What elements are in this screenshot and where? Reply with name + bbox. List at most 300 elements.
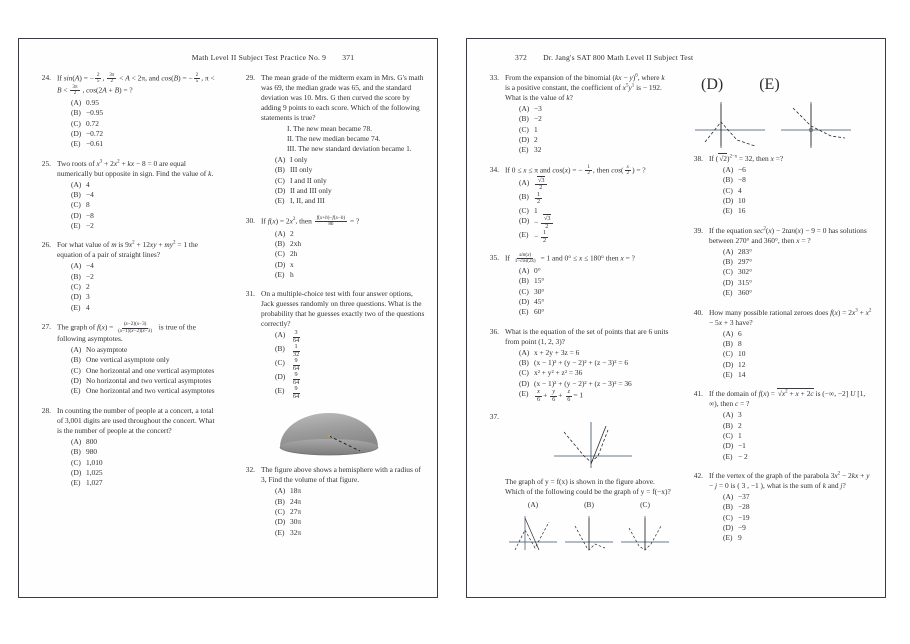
- choice-d[interactable]: [723, 196, 873, 206]
- choice-e[interactable]: [71, 303, 221, 313]
- choice-b[interactable]: [519, 358, 669, 368]
- choice-d[interactable]: [723, 278, 873, 288]
- choice-letter: (B): [275, 238, 285, 248]
- choice-d[interactable]: [519, 297, 669, 307]
- choice-value: −6: [738, 164, 746, 174]
- choice-value: 45°: [534, 297, 545, 306]
- choice-b[interactable]: [519, 276, 669, 286]
- choice-c[interactable]: [723, 267, 873, 277]
- question-number: 31.: [245, 289, 255, 299]
- choice-c[interactable]: [723, 349, 873, 359]
- choice-value: −0.72: [86, 128, 104, 138]
- question-stem: If the vertex of the graph of the parabola $3x^2 - 2kx + y - j = 0$ is ( 3 , −1 ), what is the sum of k and j?: [709, 471, 870, 491]
- question-24: [29, 73, 221, 150]
- choice-letter: (A): [519, 347, 530, 357]
- choice-letter: (A): [71, 261, 82, 271]
- choice-value: 8: [738, 338, 742, 348]
- question-number: 26.: [41, 240, 51, 250]
- question-number: 24.: [41, 73, 51, 82]
- choice-letter: (E): [519, 389, 529, 399]
- choice-e[interactable]: [519, 145, 669, 155]
- choice-c[interactable]: [723, 513, 873, 523]
- choice-e[interactable]: [71, 139, 221, 149]
- choice-value: 283°: [738, 246, 753, 256]
- choice-value: −0.61: [86, 139, 104, 149]
- choice-letter: (C): [71, 457, 81, 467]
- choice-d[interactable]: [275, 186, 425, 196]
- choice-value: 60°: [534, 307, 545, 317]
- choice-value: 6: [738, 328, 742, 338]
- choice-list: [723, 165, 873, 217]
- choice-letter: (B): [71, 355, 81, 365]
- choice-e[interactable]: [275, 386, 425, 400]
- choice-letter: (B): [71, 447, 81, 457]
- question-30: [233, 216, 425, 281]
- choice-letter: (E): [275, 270, 285, 280]
- choice-letter: (D): [71, 467, 82, 477]
- fraction-numerator: 3: [294, 329, 298, 337]
- choice-letter: (D): [275, 517, 286, 527]
- graph-label-d: (D): [701, 76, 724, 93]
- choice-list: [71, 180, 221, 232]
- choice-letter: (E): [275, 196, 285, 206]
- choice-e[interactable]: [519, 307, 669, 317]
- choice-c[interactable]: [71, 119, 221, 129]
- choice-value: 2: [534, 135, 538, 145]
- choice-d[interactable]: [723, 360, 873, 370]
- choice-letter: (C): [519, 205, 529, 215]
- choice-value: −8: [738, 175, 746, 185]
- question-number: 41.: [693, 389, 703, 399]
- choice-letter: (C): [275, 358, 285, 368]
- choice-a[interactable]: [519, 266, 669, 276]
- graph-option-d[interactable]: [691, 96, 769, 154]
- choice-c[interactable]: [275, 176, 425, 186]
- choice-a[interactable]: [723, 247, 873, 257]
- choice-a[interactable]: [519, 348, 669, 358]
- question-40: [681, 308, 873, 381]
- left-page-header: [29, 53, 427, 67]
- choice-value: 15°: [534, 276, 545, 286]
- choice-letter: (D): [275, 185, 286, 195]
- choice-letter: (E): [519, 230, 529, 240]
- question-number: 40.: [693, 307, 703, 317]
- choice-letter: (E): [71, 386, 81, 396]
- choice-value: 2: [290, 228, 294, 238]
- choice-list: [71, 345, 221, 397]
- choice-letter: (C): [723, 267, 733, 277]
- choice-value: (x − 1)² + (y − 2)² + (z − 3)² = 36: [534, 378, 632, 388]
- choice-b[interactable]: [275, 344, 425, 358]
- choice-value: −2: [534, 114, 542, 124]
- choice-e[interactable]: [723, 206, 873, 216]
- left-page-number: 371: [342, 53, 355, 62]
- choice-value: x² + y² + z² = 36: [534, 368, 583, 378]
- choice-value: II and III only: [290, 185, 332, 195]
- choice-letter: (D): [519, 135, 530, 145]
- question-number: 38.: [693, 154, 703, 163]
- choice-value: x: [290, 259, 294, 269]
- choice-a[interactable]: [71, 261, 221, 271]
- choice-e[interactable]: [275, 528, 425, 538]
- question-stem: If sin(A) = − $\frac{2}{5}$ , $\frac{3\pi}{2}$ < A < 2π, and cos(B) = − $\frac{2}{5}$ , π < B < $\frac{3\pi}{2}$ , cos(2A + B) = ?: [57, 72, 215, 97]
- choice-letter: (A): [519, 103, 530, 113]
- choice-letter: (B): [723, 257, 733, 267]
- graph-row-de: [681, 96, 873, 154]
- choice-a[interactable]: [71, 180, 221, 190]
- roman-item-2: II. The new median became 74.: [287, 133, 381, 143]
- choice-c[interactable]: [519, 287, 669, 297]
- question-stem: How many possible rational zeroes does $f(x) = 2x^3 + x^2 - 5x + 3$ have?: [709, 307, 872, 327]
- fraction-denominator: 64: [293, 336, 300, 344]
- choice-value: 2h: [290, 249, 298, 259]
- fraction-denominator: 64: [293, 392, 300, 400]
- choice-letter: (B): [519, 191, 529, 201]
- choice-value: 32π: [290, 527, 302, 537]
- graph-label-b: (B): [584, 500, 594, 510]
- choice-c[interactable]: [723, 186, 873, 196]
- choice-letter: (B): [71, 271, 81, 281]
- choice-b[interactable]: [275, 239, 425, 249]
- choice-b[interactable]: [71, 108, 221, 118]
- choice-b[interactable]: [723, 175, 873, 185]
- choice-letter: (B): [519, 114, 529, 124]
- graph-option-e[interactable]: [777, 96, 855, 154]
- choice-c[interactable]: [71, 282, 221, 292]
- choice-value: 30π: [290, 517, 302, 527]
- choice-letter: (E): [275, 386, 285, 396]
- choice-value: −4: [86, 189, 94, 199]
- choice-a[interactable]: (A) $\frac{√3}{2}$: [519, 176, 545, 192]
- choice-d[interactable]: [71, 211, 221, 221]
- choice-list: [723, 329, 873, 381]
- choice-letter: (B): [723, 338, 733, 348]
- question-38: [681, 154, 873, 217]
- choice-b[interactable]: [723, 257, 873, 267]
- choice-value: 18π: [290, 486, 302, 496]
- choice-a[interactable]: [71, 98, 221, 108]
- question-number: 36.: [489, 326, 499, 336]
- question-29: [233, 73, 425, 207]
- choice-b[interactable]: (B) $\frac{1}{2}$: [519, 190, 541, 206]
- choice-a[interactable]: [275, 330, 425, 344]
- choice-letter: (A): [723, 164, 734, 174]
- choice-letter: (B): [275, 165, 285, 175]
- choice-letter: (C): [275, 175, 285, 185]
- choice-value: 4: [86, 302, 90, 312]
- choice-a[interactable]: [71, 345, 221, 355]
- question-number: 27.: [41, 322, 51, 332]
- choice-b[interactable]: [71, 272, 221, 282]
- choice-letter: (A): [71, 345, 82, 355]
- question-stem: If $f(x) = 2x^2$, then $\frac{f(x+h)-f(x-h)}{8h}$ = ?: [261, 214, 360, 228]
- question-number: 33.: [489, 73, 499, 82]
- choice-c[interactable]: [275, 358, 425, 372]
- choice-value: −37: [738, 492, 750, 502]
- question-36: [477, 327, 669, 403]
- choice-value: −2: [86, 271, 94, 281]
- choice-value: 302°: [738, 267, 753, 277]
- choice-e[interactable]: [275, 196, 425, 206]
- choice-d[interactable]: [723, 523, 873, 533]
- question-stem: In counting the number of people at a concert, a total of 3,001 digits are used throughout the concert. What is the number of people at the concert?: [57, 405, 215, 435]
- choice-value: 4: [738, 185, 742, 195]
- choice-letter: (C): [519, 286, 529, 296]
- choice-d[interactable]: [71, 129, 221, 139]
- choice-value: −9: [738, 523, 746, 533]
- hemisphere-figure: [233, 409, 425, 462]
- graph-option-c[interactable]: [617, 512, 673, 554]
- choice-value: −4: [86, 261, 94, 271]
- choice-value: 0.95: [86, 97, 99, 107]
- choice-letter: (E): [71, 478, 81, 488]
- graph-option-a[interactable]: [505, 512, 561, 554]
- choice-letter: (D): [275, 259, 286, 269]
- choice-letter: (E): [275, 527, 285, 537]
- choice-value: −2: [86, 221, 94, 231]
- choice-letter: (E): [723, 288, 733, 298]
- choice-letter: (D): [519, 216, 530, 226]
- question-number: 35.: [489, 253, 499, 263]
- graph-option-labels-de: [681, 76, 873, 94]
- choice-d[interactable]: [519, 135, 669, 145]
- right-page-number: 372: [515, 53, 527, 62]
- question-33: [477, 73, 669, 156]
- choice-value: 1,027: [86, 478, 103, 488]
- graph-label-a: (A): [527, 500, 539, 510]
- question-stem: On a multiple-choice test with four answer options, Jack guesses randomly on three questions. What is the probability that he guesses exactly two of the questions correctly?: [261, 289, 425, 329]
- graph-option-b[interactable]: [561, 512, 617, 554]
- choice-value: I, II, and III: [290, 196, 325, 206]
- choice-list: [71, 261, 221, 313]
- choice-c[interactable]: [723, 431, 873, 441]
- choice-value: III only: [290, 165, 313, 175]
- choice-list: [71, 98, 221, 150]
- choice-c[interactable]: [71, 458, 221, 468]
- choice-letter: (B): [71, 108, 81, 118]
- choice-d[interactable]: [71, 468, 221, 478]
- choice-value: −28: [738, 502, 750, 512]
- choice-list: [519, 348, 669, 403]
- choice-d[interactable]: [275, 260, 425, 270]
- choice-c[interactable]: [519, 368, 669, 378]
- choice-c[interactable]: [71, 366, 221, 376]
- choice-value: 315°: [738, 277, 753, 287]
- choice-b[interactable]: [71, 447, 221, 457]
- choice-list: [275, 155, 425, 207]
- question-42: [681, 471, 873, 544]
- choice-letter: (E): [71, 221, 81, 231]
- choice-value: 800: [86, 436, 98, 446]
- choice-value: 3: [86, 292, 90, 302]
- choice-value: 27π: [290, 507, 302, 516]
- choice-value: −0.95: [86, 108, 104, 118]
- choice-value: (x − 1)² + (y − 2)² + (z − 3)² = 6: [534, 358, 629, 368]
- choice-a[interactable]: [275, 155, 425, 165]
- choice-a[interactable]: [275, 486, 425, 496]
- choice-letter: (B): [723, 420, 733, 430]
- question-stem: If the equation $\sec^2(x) - 2\tan(x) - 9 = 0$ has solutions between 270° and 360°, then x = ?: [709, 225, 867, 245]
- choice-value: x + 2y + 3z = 6: [534, 347, 580, 357]
- choice-e[interactable]: [723, 288, 873, 298]
- question-32: [233, 465, 425, 538]
- choice-d[interactable]: [71, 376, 221, 386]
- choice-value: −3: [534, 103, 542, 113]
- choice-b[interactable]: [275, 497, 425, 507]
- choice-value: One vertical asymptote only: [86, 355, 170, 365]
- choice-letter: (A): [275, 154, 286, 164]
- question-41: [681, 389, 873, 462]
- choice-letter: (D): [723, 441, 734, 451]
- choice-letter: (E): [71, 139, 81, 149]
- choice-value: 980: [86, 447, 98, 457]
- question-25: [29, 159, 221, 232]
- choice-e[interactable]: [275, 270, 425, 280]
- choice-d[interactable]: (D) − $\frac{√3}{2}$: [519, 215, 551, 230]
- right-page-header: [477, 53, 875, 67]
- roman-item-3: III. The new standard deviation became 1.: [287, 143, 412, 153]
- choice-letter: (E): [519, 307, 529, 317]
- choice-letter: (A): [519, 177, 530, 187]
- question-stem: From the expansion of the binomial (kx − y)$^6$, where k is a positive constant, the coefficient of $x^5y^1$ is − 192. What is the value of k?: [505, 73, 665, 102]
- choice-e[interactable]: [723, 533, 873, 543]
- choice-value: 12: [738, 359, 746, 369]
- choice-e[interactable]: [71, 221, 221, 231]
- choice-c[interactable]: [71, 200, 221, 210]
- choice-letter: (A): [71, 97, 82, 107]
- choice-value: One horizontal and two vertical asymptotes: [86, 386, 215, 396]
- choice-c[interactable]: [519, 206, 669, 216]
- choice-a[interactable]: [723, 410, 873, 420]
- choice-list: [275, 229, 425, 281]
- choice-b[interactable]: [723, 421, 873, 431]
- choice-b[interactable]: [519, 114, 669, 124]
- choice-e[interactable]: [71, 386, 221, 396]
- choice-e[interactable]: [71, 478, 221, 488]
- choice-value: 9: [738, 533, 742, 543]
- choice-b[interactable]: [71, 355, 221, 365]
- choice-c[interactable]: [519, 125, 669, 135]
- choice-a[interactable]: [275, 229, 425, 239]
- choice-letter: (D): [71, 210, 82, 220]
- choice-a[interactable]: [519, 104, 669, 114]
- choice-letter: (D): [71, 376, 82, 386]
- choice-letter: (A): [723, 328, 734, 338]
- choice-list: [275, 486, 425, 538]
- choice-a[interactable]: [723, 492, 873, 502]
- choice-letter: (C): [275, 507, 285, 516]
- graph-options-de: [681, 76, 873, 154]
- choice-value: 2: [86, 282, 90, 292]
- choice-a[interactable]: [71, 437, 221, 447]
- choice-a[interactable]: [723, 329, 873, 339]
- choice-list: [723, 410, 873, 462]
- choice-list: [723, 247, 873, 299]
- choice-letter: (E): [723, 533, 733, 543]
- choice-list: [519, 178, 669, 244]
- choice-letter: (A): [275, 486, 286, 496]
- choice-letter: (A): [71, 436, 82, 446]
- choice-letter: (C): [71, 118, 81, 128]
- choice-value: 1: [534, 124, 538, 134]
- choice-e[interactable]: [723, 370, 873, 380]
- choice-value: 10: [738, 196, 746, 206]
- choice-d[interactable]: [723, 441, 873, 451]
- choice-letter: (D): [71, 128, 82, 138]
- choice-value: One horizontal and one vertical asymptotes: [86, 365, 215, 375]
- choice-value: 1: [738, 431, 742, 440]
- choice-letter: (B): [275, 344, 285, 354]
- choice-value: 24π: [290, 496, 302, 506]
- choice-value: I only: [290, 154, 308, 164]
- question-27: [29, 322, 221, 397]
- roman-statement-list: [287, 124, 425, 154]
- choice-value: 32: [534, 145, 542, 155]
- choice-d[interactable]: [275, 517, 425, 527]
- choice-letter: (B): [275, 496, 285, 506]
- choice-letter: (B): [723, 502, 733, 512]
- choice-letter: (A): [723, 246, 734, 256]
- choice-b[interactable]: [723, 502, 873, 512]
- choice-c[interactable]: [275, 249, 425, 259]
- question-number: 32.: [245, 465, 255, 475]
- question-stem: For what value of m is $9x^2 + 12xy + my^2 = 1$ the equation of a pair of straight lines?: [57, 240, 198, 260]
- choice-letter: (E): [723, 369, 733, 379]
- question-28: [29, 406, 221, 489]
- choice-list: [275, 330, 425, 400]
- choice-list: [71, 437, 221, 489]
- choice-a[interactable]: [723, 165, 873, 175]
- choice-value: I and II only: [290, 175, 327, 185]
- choice-e[interactable]: [723, 452, 873, 462]
- choice-value: No horizontal and two vertical asymptotes: [86, 376, 212, 386]
- question-31: [233, 289, 425, 400]
- question-37: [477, 412, 669, 554]
- choice-letter: (B): [519, 358, 529, 368]
- choice-letter: (D): [519, 297, 530, 306]
- choice-value: −1: [738, 441, 746, 451]
- choice-e[interactable]: (E) $\frac{x}{6}$ + $\frac{y}{6}$ + $\frac{z}{6}$ = 1: [519, 388, 584, 403]
- graph-options-row: [505, 512, 673, 554]
- choice-letter: (C): [519, 368, 529, 378]
- choice-letter: (A): [275, 330, 286, 340]
- fraction-denominator: 32: [293, 350, 300, 358]
- choice-value: No asymptote: [86, 345, 128, 355]
- choice-d[interactable]: [275, 372, 425, 386]
- choice-letter: (A): [275, 228, 286, 238]
- choice-d[interactable]: [519, 379, 669, 389]
- fraction-denominator: 64: [293, 364, 300, 372]
- choice-letter: (C): [71, 282, 81, 292]
- fraction-numerator: 1: [294, 343, 298, 351]
- choice-c[interactable]: [275, 507, 425, 517]
- choice-b[interactable]: [723, 339, 873, 349]
- choice-b[interactable]: [275, 165, 425, 175]
- choice-letter: (B): [519, 276, 529, 286]
- choice-b[interactable]: [71, 190, 221, 200]
- choice-e[interactable]: (E) − $\frac{1}{2}$: [519, 229, 547, 244]
- question-35: [477, 253, 669, 318]
- choice-list: [519, 104, 669, 156]
- choice-letter: (C): [71, 365, 81, 375]
- choice-value: 0.72: [86, 118, 99, 128]
- question-26: [29, 240, 221, 313]
- choice-d[interactable]: [71, 292, 221, 302]
- choice-value: − 2: [738, 451, 748, 461]
- left-column-1: [29, 73, 221, 593]
- choice-value: 2xh: [290, 238, 302, 248]
- question-stem: Two roots of $x^3 + 2x^2$ + kx − 8 = 0 are equal numerically but opposite in sign. Find the value of k.: [57, 158, 214, 178]
